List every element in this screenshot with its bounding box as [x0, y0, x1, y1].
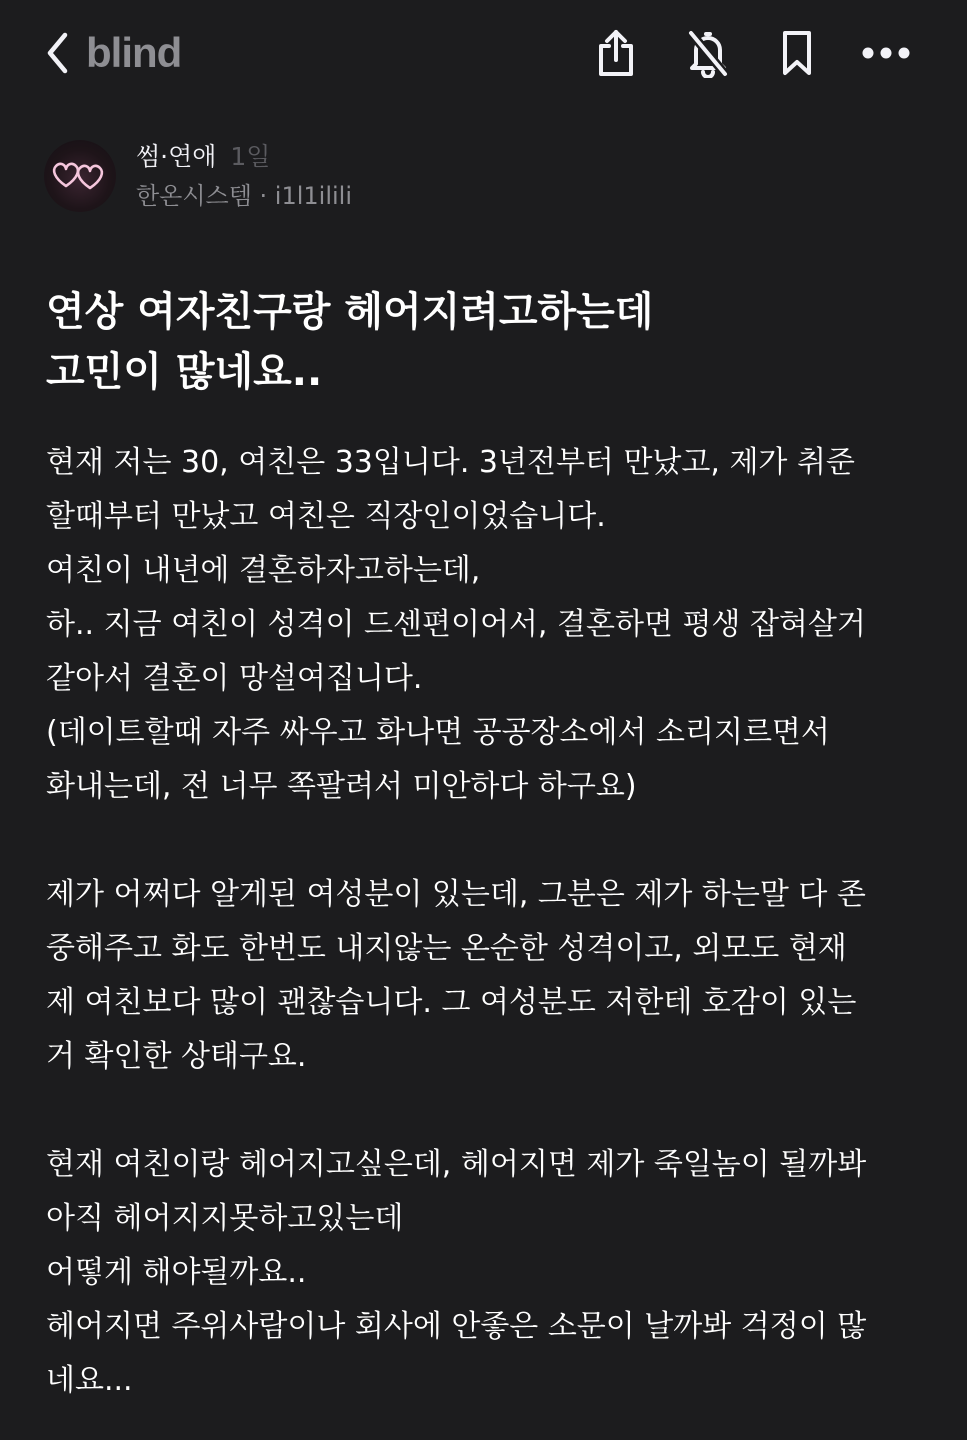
- body-line: 어떻게 해야될까요..: [46, 1255, 307, 1290]
- body-line: 같아서 결혼이 망설여집니다.: [46, 661, 423, 696]
- body-line: 네요...: [46, 1363, 133, 1398]
- bookmark-icon: [777, 28, 817, 78]
- paragraph-spacer: [46, 814, 936, 868]
- post-time: 1일: [230, 142, 271, 171]
- body-line: 거 확인한 상태구요.: [46, 1039, 307, 1074]
- blind-logo[interactable]: blind: [86, 29, 182, 76]
- bookmark-button[interactable]: [770, 26, 824, 80]
- bell-off-icon: [684, 28, 732, 78]
- body-line: (데이트할때 자주 싸우고 화나면 공공장소에서 소리지르면서: [46, 715, 830, 750]
- body-line: 할때부터 만났고 여친은 직장인이었습니다.: [46, 499, 606, 534]
- author-company-nickname[interactable]: 한온시스템 · i1l1ilili: [136, 182, 353, 210]
- post-author: [44, 140, 924, 216]
- post-title: [46, 282, 926, 402]
- body-line: 화내는데, 전 너무 쪽팔려서 미안하다 하구요): [46, 769, 637, 804]
- share-button[interactable]: [589, 26, 643, 80]
- title-line: 고민이 많네요..: [46, 349, 323, 395]
- notification-off-button[interactable]: [681, 26, 735, 80]
- body-line: 제가 어쩌다 알게된 여성분이 있는데, 그분은 제가 하는말 다 존: [46, 877, 866, 912]
- post-body: [46, 436, 936, 1408]
- back-chevron-icon: [45, 31, 71, 75]
- channel-name[interactable]: 썸·연애: [136, 142, 217, 171]
- back-button[interactable]: [38, 28, 78, 78]
- body-line: 중해주고 화도 한번도 내지않는 온순한 성격이고, 외모도 현재: [46, 931, 847, 966]
- author-avatar[interactable]: [44, 140, 116, 212]
- body-line: 현재 여친이랑 헤어지고싶은데, 헤어지면 제가 죽일놈이 될까봐: [46, 1147, 867, 1182]
- body-line: 헤어지면 주위사람이나 회사에 안좋은 소문이 날까봐 걱정이 많: [46, 1309, 867, 1344]
- body-line: 하.. 지금 여친이 성격이 드센편이어서, 결혼하면 평생 잡혀살거: [46, 607, 866, 642]
- more-options-button[interactable]: [859, 26, 913, 80]
- more-icon: [859, 43, 913, 63]
- share-icon: [593, 28, 639, 78]
- body-line: 제 여친보다 많이 괜찮습니다. 그 여성분도 저한테 호감이 있는: [46, 985, 857, 1020]
- double-heart-avatar-icon: [44, 140, 116, 212]
- paragraph-spacer: [46, 1084, 936, 1138]
- channel-row: [136, 140, 270, 174]
- body-line: 여친이 내년에 결혼하자고하는데,: [46, 553, 481, 588]
- body-line: 아직 헤어지지못하고있는데: [46, 1201, 404, 1236]
- body-line: 현재 저는 30, 여친은 33입니다. 3년전부터 만났고, 제가 취준: [46, 445, 855, 480]
- top-navigation-bar: [0, 0, 967, 110]
- title-line: 연상 여자친구랑 헤어지려고하는데: [46, 289, 654, 335]
